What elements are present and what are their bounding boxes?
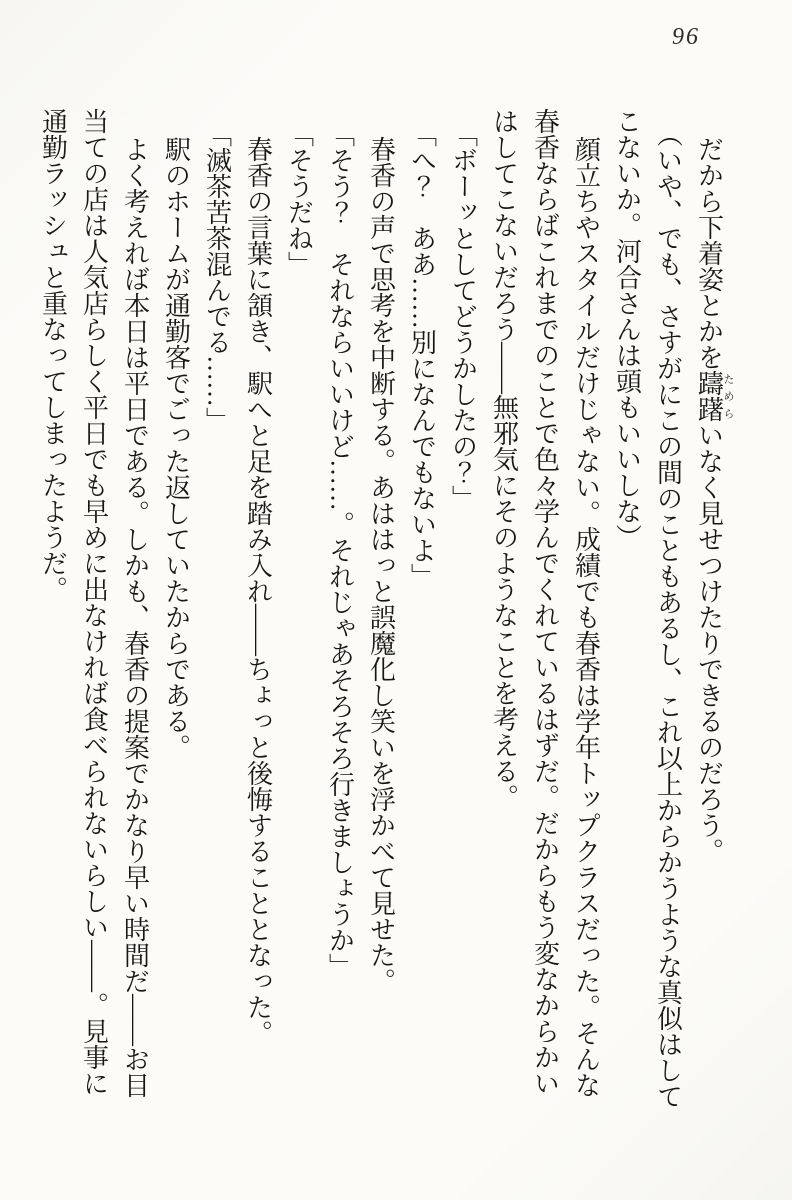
page-number: 96 [672,24,700,50]
text-line: 春香の声で思考を中断する。あははっと誤魔化し笑いを浮かべて見せた。 [366,136,396,994]
text-block [33,108,735,1112]
text-line: 「そうだね」 [284,121,314,277]
text-line: だから下着姿とかを躊躇ためらいなく見せつけたりできるのだろう。 [694,136,734,864]
text-line: （いや、でも、さすがにこの間のこともあるし、これ以上からかうような真似はして [653,121,683,1109]
text-line: 春香の言葉に頷き、駅へと足を踏み入れ――ちょっと後悔することとなった。 [243,136,273,1046]
text-line: 通勤ラッシュと重なってしまったようだ。 [38,108,68,602]
text-line: 「へ？ ああ……別になんでもないよ」 [407,121,437,589]
text-line: 顔立ちやスタイルだけじゃない。成績でも春香は学年トップクラスだった。そんな [571,136,601,1098]
text-line: 「ボーッとしてどうかしたの？」 [448,121,478,511]
text-line: はしてこないだろう――無邪気にそのようなことを考える。 [489,108,519,810]
text-line: 「滅茶苦茶混んでる……」 [202,121,232,433]
text-line: よく考えれば本日は平日である。しかも、春香の提案でかなり早い時間だ――お目 [120,136,150,1098]
furigana-ruby: 躊躇ためら [694,370,734,422]
text-line: こないか。河合さんは頭もいいしな） [612,108,642,550]
text-line: 「そう？ それならいいけど……。それじゃあそろそろ行きましょうか」 [325,121,355,979]
text-line: 当ての店は人気店らしく平日でも早めに出なければ食べられないらしい――。見事に [79,108,109,1096]
text-line: 駅のホームが通勤客でごった返していたからである。 [161,136,191,760]
text-line: 春香ならばこれまでのことで色々学んでくれているはずだ。だからもう変なからかい [530,108,560,1096]
